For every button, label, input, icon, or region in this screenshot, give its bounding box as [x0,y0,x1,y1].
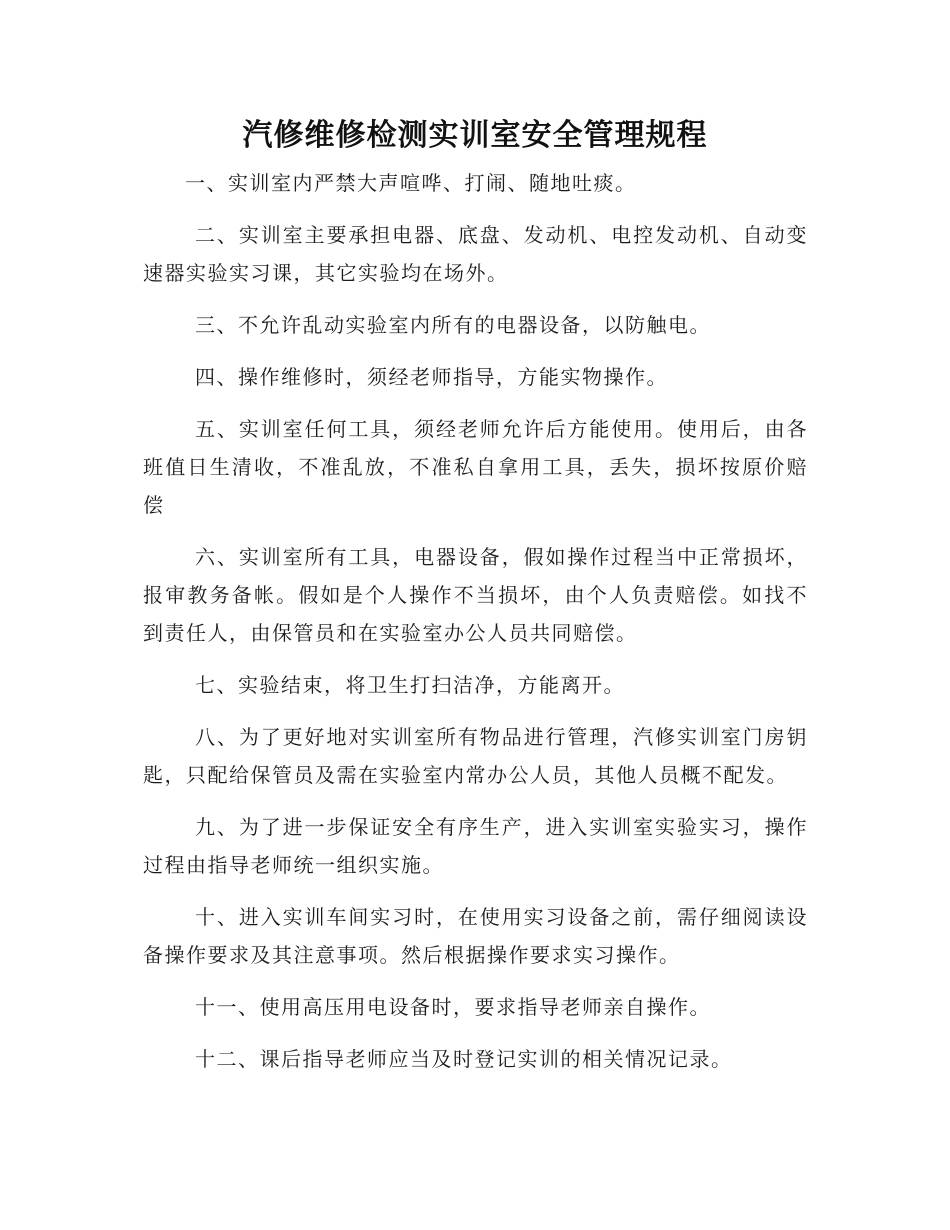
rule-paragraph-6: 六、实训室所有工具，电器设备，假如操作过程当中正常损坏，报审教务备帐。假如是个人操作不当损坏，由个人负责赔偿。如找不到责任人，由保管员和在实验室办公人员共同赔偿。 [143,545,808,645]
rule-paragraph-10: 十、进入实训车间实习时，在使用实习设备之前，需仔细阅读设备操作要求及其注意事项。然后根据操作要求实习操作。 [143,905,808,967]
rule-paragraph-12: 十二、课后指导老师应当及时登记实训的相关情况记录。 [195,1047,733,1071]
rule-paragraph-11: 十一、使用高压用电设备时，要求指导老师亲自操作。 [195,995,711,1019]
rule-paragraph-7: 七、实验结束，将卫生打扫洁净，方能离开。 [195,673,625,697]
rule-paragraph-3: 三、不允许乱动实验室内所有的电器设备，以防触电。 [195,313,711,337]
rule-paragraph-2: 二、实训室主要承担电器、底盘、发动机、电控发动机、自动变速器实验实习课，其它实验均在场外。 [143,223,808,285]
rule-paragraph-8: 八、为了更好地对实训室所有物品进行管理，汽修实训室门房钥匙，只配给保管员及需在实验室内常办公人员，其他人员概不配发。 [143,725,808,787]
rule-paragraph-5: 五、实训室任何工具，须经老师允许后方能使用。使用后，由各班值日生清收，不准乱放，不准私自拿用工具，丢失，损坏按原价赔偿 [143,417,808,517]
rule-paragraph-4: 四、操作维修时，须经老师指导，方能实物操作。 [195,365,668,389]
document-body [143,164,808,1092]
document-title: 汽修维修检测实训室安全管理规程 [242,118,708,153]
rule-paragraph-1: 一、实训室内严禁大声喧哗、打闹、随地吐痰。 [185,171,637,195]
rule-paragraph-9: 九、为了进一步保证安全有序生产，进入实训室实验实习，操作过程由指导老师统一组织实施。 [143,815,808,877]
